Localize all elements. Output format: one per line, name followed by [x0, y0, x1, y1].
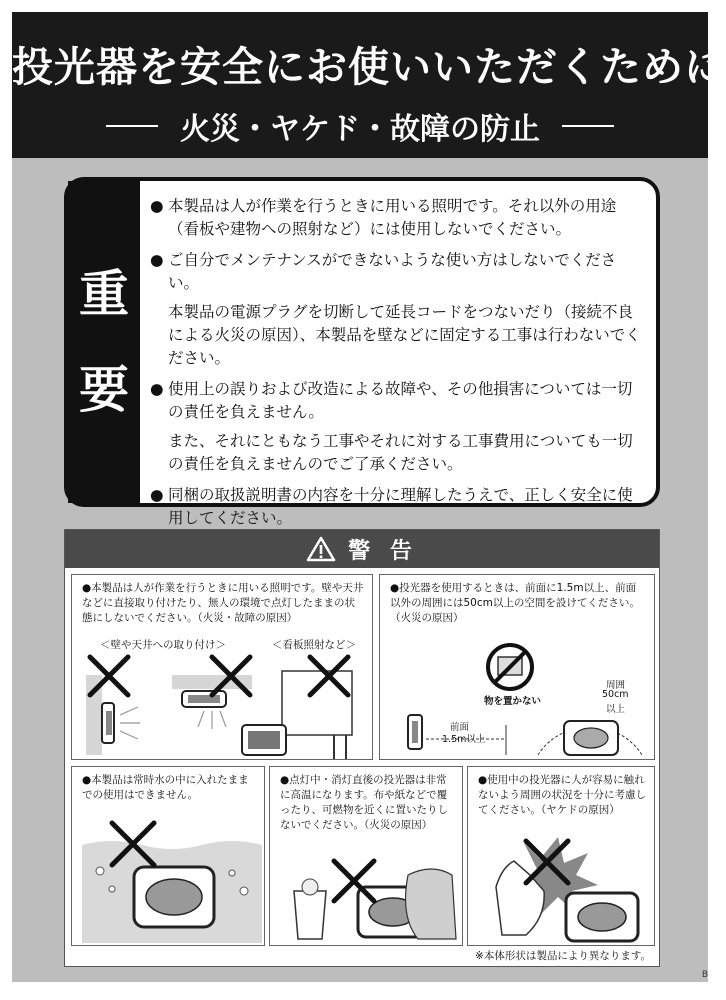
important-item [150, 484, 642, 530]
warning-text: ●本製品は人が作業を行うときに用いる照明です。壁や天井などに直接取り付けたり、無人の環境で点灯したままの状態にしないでください。（火災・故障の原因） [82, 582, 364, 624]
water-illustration [72, 767, 266, 947]
caption-signage: ＜看板照射など＞ [272, 639, 356, 651]
important-item-text: 使用上の誤りおよび改造による故障や、その他損害については一切の責任を負えません。 [168, 380, 633, 421]
warning-cell-mounting [71, 574, 373, 760]
important-label-char-2: 要 [79, 361, 129, 419]
bullet: ● [150, 251, 164, 269]
important-item [150, 378, 642, 476]
important-item [150, 195, 642, 241]
caption-wall-ceiling: ＜壁や天井への取り付け＞ [100, 639, 226, 651]
warning-cell-touch [467, 766, 655, 946]
warning-text: ●投光器を使用するときは、前面に1.5m以上、前面以外の周囲には50cm以上の空間を設けてください。（火災の原因） [390, 582, 640, 624]
page-mark: B [701, 970, 708, 980]
touch-illustration [468, 767, 656, 947]
label-around: 周囲 [606, 680, 626, 691]
warning-cell-clearance [379, 574, 655, 760]
warning-text: ●使用中の投光器に人が容易に触れないよう周囲の状況を十分に考慮してください。（ヤケドの原因） [478, 774, 646, 816]
page-title: 投光器を安全にお使いいただくために [12, 43, 726, 91]
important-item-text: 本製品は人が作業を行うときに用いる照明です。それ以外の用途（看板や建物への照射など）には使用しないでください。 [168, 197, 617, 238]
important-item [150, 249, 642, 370]
warning-cell-water [71, 766, 265, 946]
warning-title: 警 告 [348, 538, 418, 564]
mounting-illustration [72, 575, 374, 761]
warning-box [64, 529, 660, 967]
footnote: ※本体形状は製品により異なります。 [475, 950, 651, 962]
bullet: ● [150, 197, 164, 215]
warning-text: ●本製品は常時水の中に入れたままでの使用はできません。 [82, 774, 249, 801]
subtitle-row [12, 104, 708, 148]
important-item-text: ご自分でメンテナンスができないような使い方はしないでください。 [168, 251, 617, 292]
important-item-subtext: 本製品の電源プラグを切断して延長コードをつないだり（接続不良による火災の原因）、本製品を壁などに固定する工事は行わないでください。 [168, 303, 641, 367]
important-list [150, 195, 642, 538]
important-item-subtext: また、それにともなう工事やそれに対する工事費用についても一切の責任を負えませんのでご了承ください。 [168, 432, 633, 473]
clearance-illustration [380, 575, 656, 761]
page [12, 12, 726, 982]
page-subtitle: 火災・ヤケド・故障の防止 [180, 112, 540, 147]
header-banner [12, 12, 726, 158]
label-around-distance: 50cm [602, 689, 629, 700]
label-around-more: 以上 [606, 704, 626, 715]
important-label [68, 181, 140, 503]
warning-cell-heat [269, 766, 463, 946]
label-front: 前面 [450, 722, 470, 733]
bullet: ● [150, 486, 164, 504]
label-front-distance: 1.5m以上 [442, 734, 486, 745]
warning-text: ●点灯中・消灯直後の投光器は非常に高温になります。布や紙などで覆ったり、可燃物を近くに置いたりしないでください。（火災の原因） [280, 774, 448, 831]
important-label-char-1: 重 [79, 265, 129, 323]
warning-triangle-icon [306, 536, 336, 562]
bullet: ● [150, 380, 164, 398]
warning-header [65, 530, 659, 568]
subtitle-dash-right [562, 125, 614, 127]
heat-illustration [270, 767, 464, 947]
important-box [64, 177, 660, 527]
subtitle-dash-left [106, 125, 158, 127]
important-item-text: 同梱の取扱説明書の内容を十分に理解したうえで、正しく安全に使用してください。 [168, 486, 633, 527]
label-no-objects: 物を置かない [484, 696, 542, 707]
